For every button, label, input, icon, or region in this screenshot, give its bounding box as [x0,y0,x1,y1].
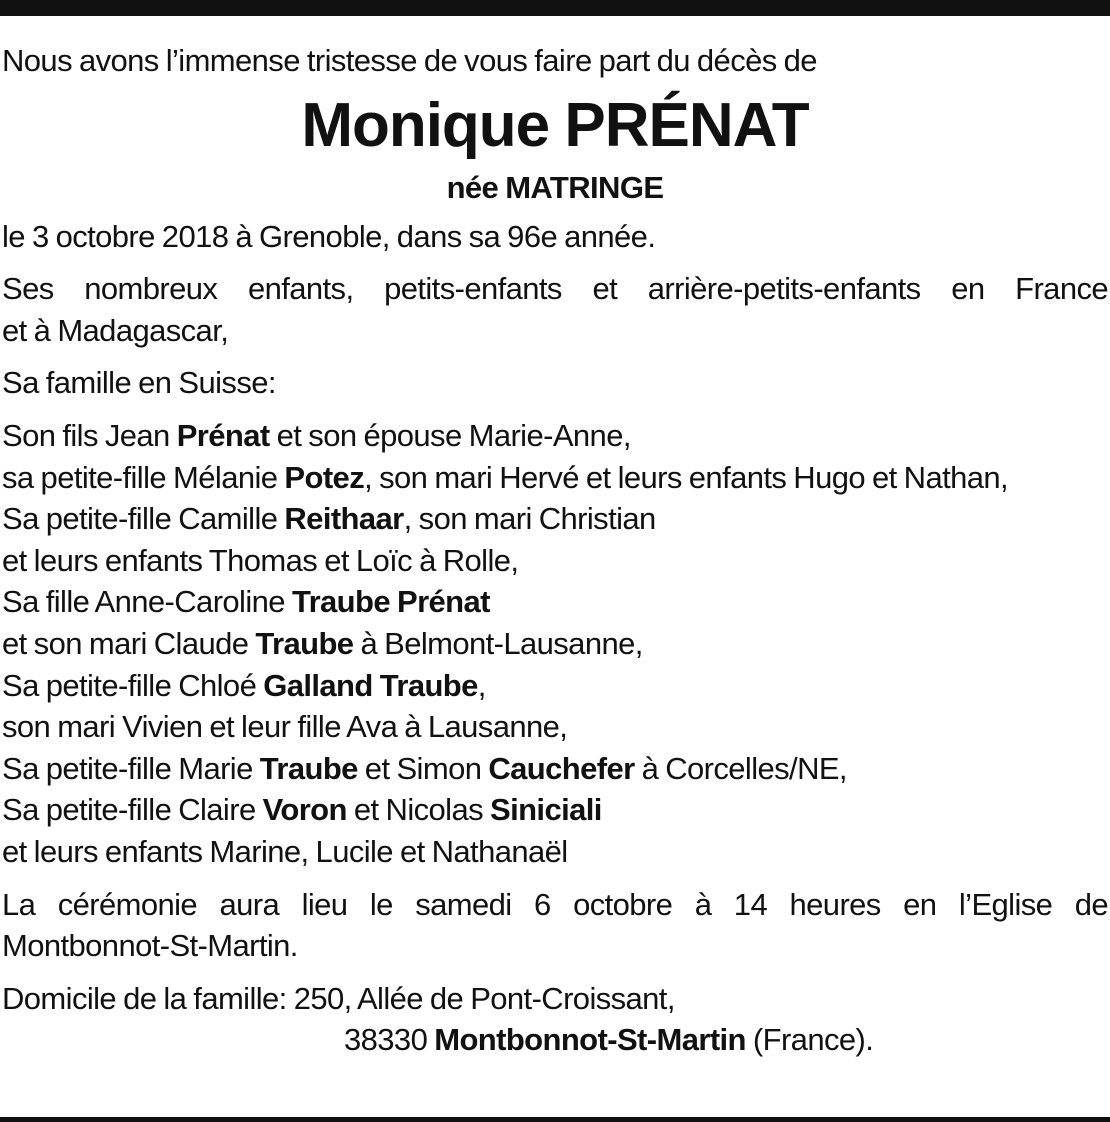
address-line-2 [2,1019,1108,1061]
member-text: , son mari Hervé et leurs enfants Hugo et Nathan, [364,459,1009,495]
family-member-line [2,498,1108,540]
member-surname: Traube [255,625,354,661]
member-text: sa petite-fille Mélanie [2,459,285,495]
member-text: Sa fille Anne-Caroline [2,584,292,620]
family-member-line [2,457,1108,499]
member-surname: Galland Traube [263,667,478,703]
address-country: (France). [745,1022,874,1058]
member-surname: Cauchefer [488,750,635,786]
intro-text: Nous avons l’immense tristesse de vous faire part du décès de [2,43,817,78]
intro-paragraph [2,40,1108,82]
family-member-line: son mari Vivien et leur fille Ava à Lausanne, [2,709,568,745]
bottom-border-rule [0,1117,1110,1122]
member-text: et Simon [357,750,489,786]
member-surname: Prénat [176,417,270,453]
family-member-line [2,415,1108,457]
ceremony-paragraph [2,884,1108,967]
member-surname: Siniciali [490,792,602,828]
top-border-rule [0,0,1110,16]
address-line-1 [2,978,1108,1020]
address-paragraph [2,978,1108,1061]
member-surname: Voron [262,792,347,828]
family-member-line [2,789,1108,831]
member-text: et son épouse Marie-Anne, [269,417,631,453]
family-member-line [2,748,1108,790]
member-text: à Belmont-Lausanne, [353,625,643,661]
swiss-family-heading: Sa famille en Suisse: [2,365,276,401]
death-date-text: le 3 octobre 2018 à Grenoble, dans sa 96e année. [2,218,656,254]
member-text: Sa petite-fille Chloé [2,667,264,703]
notice-body [2,40,1108,1061]
maiden-name: née MATRINGE [446,169,664,205]
family-member-line: et leurs enfants Marine, Lucile et Nathanaël [2,833,568,869]
descendants-line-1: Ses nombreux enfants, petits-enfants et arrière-petits-enfants en France [2,271,1108,307]
member-surname: Traube Prénat [291,584,490,620]
member-text: Sa petite-fille Claire [2,792,263,828]
family-member-line [2,665,1108,707]
family-member-line [2,581,1108,623]
member-text: et Nicolas [346,792,490,828]
address-postcode: 38330 [344,1022,435,1058]
member-text: Sa petite-fille Camille [2,501,285,537]
family-member-line [2,623,1108,665]
member-surname: Reithaar [284,501,404,537]
member-surname: Potez [284,459,365,495]
member-text: Son fils Jean [2,417,177,453]
member-surname: Traube [259,750,358,786]
member-text: , son mari Christian [403,501,656,537]
family-members-list [2,415,1108,873]
address-label: Domicile de la famille: [2,980,294,1016]
ceremony-line-2: Montbonnot-St-Martin. [2,928,298,964]
address-town: Montbonnot-St-Martin [434,1022,746,1058]
member-text: et son mari Claude [2,625,256,661]
descendants-paragraph [2,268,1108,351]
family-member-line: et leurs enfants Thomas et Loïc à Rolle, [2,542,519,578]
deceased-name: Monique PRÉNAT [301,90,809,160]
member-text: Sa petite-fille Marie [2,750,260,786]
member-text: , [477,667,486,703]
address-street: 250, Allée de Pont-Croissant, [293,980,675,1016]
descendants-line-2: et à Madagascar, [2,312,229,348]
member-text: à Corcelles/NE, [634,750,847,786]
swiss-family-paragraph [2,362,1108,404]
date-paragraph [2,216,1108,258]
ceremony-line-1: La cérémonie aura lieu le samedi 6 octobre à 14 heures en l’Eglise de [2,886,1108,922]
